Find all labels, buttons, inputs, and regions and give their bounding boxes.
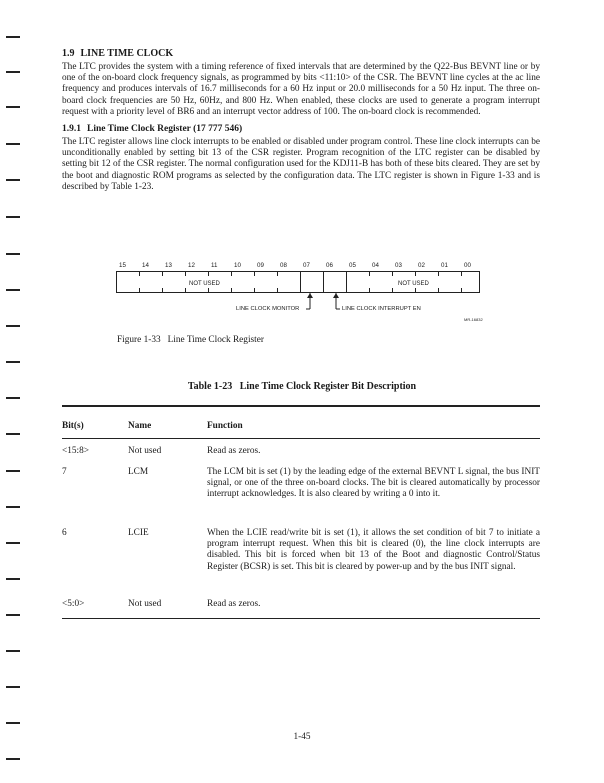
margin-mark — [6, 650, 20, 652]
margin-mark — [6, 506, 20, 508]
margin-mark — [6, 758, 20, 760]
row-2-bits: 7 — [62, 467, 67, 477]
bit-number: 11 — [211, 262, 218, 269]
figure-caption-title: Line Time Clock Register — [167, 335, 264, 345]
header-name: Name — [128, 421, 152, 431]
bit-number: 13 — [165, 262, 172, 269]
margin-mark — [6, 179, 20, 181]
row-2-name: LCM — [128, 467, 149, 477]
callout-line-clock-monitor: LINE CLOCK MONITOR — [236, 306, 300, 312]
bit-number: 01 — [441, 262, 448, 269]
table-title-label: Table 1-23 — [187, 381, 233, 392]
margin-mark — [6, 106, 20, 108]
section-number: 1.9 — [62, 48, 75, 59]
section-heading — [62, 48, 540, 60]
bit-number: 02 — [418, 262, 425, 269]
row-1-name: Not used — [128, 446, 162, 456]
margin-mark — [6, 397, 20, 399]
bit-number: 15 — [119, 262, 126, 269]
register-diagram — [60, 262, 540, 322]
margin-mark — [6, 71, 20, 73]
margin-mark — [6, 542, 20, 544]
margin-mark — [6, 143, 20, 145]
bit-number: 03 — [395, 262, 402, 269]
margin-mark — [6, 686, 20, 688]
document-body — [62, 48, 540, 193]
section-title: LINE TIME CLOCK — [80, 48, 174, 59]
margin-mark — [6, 614, 20, 616]
header-bits: Bit(s) — [62, 421, 84, 431]
bit-number: 04 — [372, 262, 379, 269]
margin-mark — [6, 470, 20, 472]
margin-mark — [6, 289, 20, 291]
row-3-bits: 6 — [62, 528, 67, 538]
margin-mark — [6, 253, 20, 255]
bit-number: 05 — [349, 262, 356, 269]
table-title — [0, 381, 604, 392]
row-1-function: Read as zeros. — [207, 446, 261, 456]
callout-line-clock-interrupt-en: LINE CLOCK INTERRUPT EN — [342, 306, 421, 312]
table-top-rule — [62, 405, 540, 407]
lcm-arrowhead — [307, 293, 313, 298]
margin-mark — [6, 325, 20, 327]
bit-number: 14 — [142, 262, 149, 269]
bit-number: 10 — [234, 262, 241, 269]
lcie-arrowhead — [333, 293, 339, 298]
margin-mark — [6, 722, 20, 724]
row-3-name: LCIE — [128, 528, 149, 538]
callout-lines — [60, 262, 540, 322]
margin-mark — [6, 361, 20, 363]
margin-mark — [6, 578, 20, 580]
subsection-number: 1.9.1 — [62, 124, 81, 135]
table-title-text: Line Time Clock Register Bit Description — [239, 381, 417, 392]
figure-caption — [117, 335, 264, 345]
subsection-heading — [62, 124, 540, 135]
table-bottom-rule — [62, 618, 540, 619]
header-function: Function — [207, 421, 243, 431]
bit-number: 00 — [464, 262, 471, 269]
margin-mark — [6, 216, 20, 218]
margin-mark — [6, 36, 20, 38]
field-not-used-low: NOT USED — [398, 281, 429, 287]
field-not-used-high: NOT USED — [189, 281, 220, 287]
page-number: 1-45 — [293, 732, 311, 742]
bit-number: 08 — [280, 262, 287, 269]
row-4-function: Read as zeros. — [207, 599, 261, 609]
row-1-bits: <15:8> — [62, 446, 90, 456]
row-2-function: The LCM bit is set (1) by the leading edge of the external BEVNT L signal, the bus INIT signal, or one of the three on-board clocks. The bit is cleared automatically by processor interrupt acknowledges. It is also cleared by writing a 0 into it. — [207, 467, 540, 500]
figure-code: MR-16832 — [464, 317, 483, 322]
bit-number: 06 — [326, 262, 333, 269]
row-4-name: Not used — [128, 599, 162, 609]
row-4-bits: <5:0> — [62, 599, 85, 609]
bit-number: 12 — [188, 262, 195, 269]
table-header-rule — [62, 438, 540, 439]
figure-caption-label: Figure 1-33 — [117, 335, 161, 345]
margin-mark — [6, 433, 20, 435]
row-3-function: When the LCIE read/write bit is set (1), it allows the set condition of bit 7 to initiate a program interrupt request. When this bit is cleared (0), the line clock interrupts are disabled. This bit is forced when bit 13 of the Boot and diagnostic Control/Status Register (BCSR) is set. This bit is cleared by power-up and by the bus INIT signal. — [207, 528, 540, 572]
bit-number: 09 — [257, 262, 264, 269]
subsection-paragraph: The LTC register allows line clock interrupts to be enabled or disabled under program control. These line clock interrupts can be unconditionally enabled by setting bit 13 of the CSR register. Program recognition of the LTC register can be disabled by setting bit 12 of the CSR register. The normal configuration used for the KDJ11-B has both of these bits cleared. They are set by the boot and diagnostic ROM programs as selected by the configuration data. The LTC register is shown in Figure 1-33 and is described by Table 1-23. — [62, 137, 540, 192]
bit-number: 07 — [303, 262, 310, 269]
section-paragraph: The LTC provides the system with a timing reference of fixed intervals that are determined by the Q22-Bus BEVNT line or by one of the on-board clock frequency signals, as programmed by bits <11:10> of the CSR. The BEVNT line cycles at the ac line frequency and produces intervals of 16.7 milliseconds for a 60 Hz input or 20.0 milliseconds for a 50 Hz input. The three on-board clock frequencies are 50 Hz, 60Hz, and 800 Hz. When enabled, these clocks are used to generate a program interrupt request with a priority level of BR6 and an interrupt vector address of 100. The on-board clock is recommended. — [62, 62, 540, 117]
subsection-title: Line Time Clock Register (17 777 546) — [87, 124, 243, 135]
